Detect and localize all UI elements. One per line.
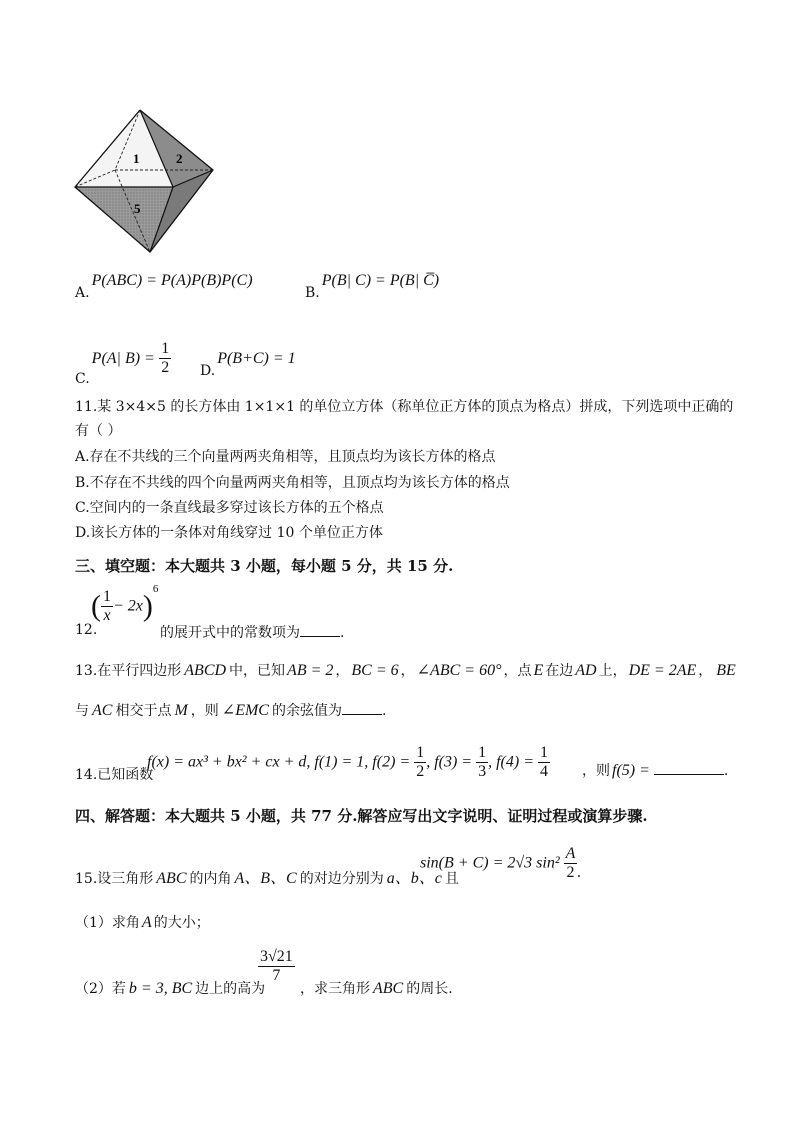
q11-option-a: A.存在不共线的三个向量两两夹角相等，且顶点均为该长方体的格点	[75, 449, 496, 465]
face-label-2: 2	[176, 151, 183, 166]
q14-answer-blank	[654, 774, 724, 775]
q10-option-c-fraction: $\frac{1}{2}$	[161, 340, 170, 376]
q11-stem-line2: 有（ ）	[75, 423, 122, 439]
q15-sub1: （1）求角 A 的大小；	[75, 914, 210, 931]
q15-equation: sin(B + C) = 2√3 sin² $\frac{A}{2}$ .	[420, 845, 582, 881]
q10-option-b-label: B.	[305, 285, 320, 301]
q10-option-c-expr: P(A| B) =	[91, 349, 155, 367]
q10-option-d	[200, 350, 296, 379]
section-3-title: 三、填空题：本大题共 3 小题，每小题 5 分，共 15 分.	[75, 557, 454, 575]
q11-option-d: D.该长方体的一条体对角线穿过 10 个单位正方体	[75, 525, 383, 541]
q12-expression: ( $\frac{1}{x}$ − 2x)$^6$	[91, 582, 159, 624]
q13-line2: 与 AC 相交于点 M ，则 ∠EMC 的余弦值为 .	[75, 702, 387, 719]
q12-number: 12.	[75, 622, 98, 638]
q14-prefix: 14.已知函数	[75, 767, 154, 783]
q10-option-d-expr: P(B+C) = 1	[217, 350, 296, 367]
face-label-5: 5	[134, 201, 141, 216]
q13-line1: 13.在平行四边形 ABCD 中，已知 AB = 2 ， BC = 6 ， ∠ABC = 60° ，点 E 在边 AD 上， DE = 2AE ， BE	[75, 662, 736, 679]
q15-height-fraction: $\frac{3√21}{7}$	[260, 948, 293, 984]
q14-then: ，则 f(5) = .	[582, 762, 729, 779]
q14-expression: f(x) = ax³ + bx² + cx + d, f(1) = 1, f(2) = $\frac{1}{2}$ , f(3) = $\frac{1}{3}$ , f(4) = $\frac{1}{4}$	[147, 744, 548, 780]
q10-option-d-label: D.	[200, 363, 216, 379]
q10-option-b-expr: P(B| C) = P(B| C̅)	[321, 272, 440, 289]
face-label-1: 1	[133, 151, 140, 166]
q11-stem-line1: 11.某 3×4×5 的长方体由 1×1×1 的单位立方体（称单位正方体的顶点为格点）拼成，下列选项中正确的	[75, 399, 734, 415]
q11-option-c: C.空间内的一条直线最多穿过该长方体的五个格点	[75, 500, 384, 516]
q10-option-a-label: A.	[75, 285, 90, 301]
q10-option-b	[305, 272, 440, 301]
q10-option-c	[75, 340, 171, 387]
section-4-title: 四、解答题：本大题共 5 小题，共 77 分.解答应写出文字说明、证明过程或演算步骤.	[75, 807, 648, 825]
q10-option-a	[75, 272, 253, 301]
q12-text: 的展开式中的常数项为 .	[160, 625, 345, 641]
q10-option-a-expr: P(ABC) = P(A)P(B)P(C)	[91, 272, 253, 289]
q11-option-b: B.不存在不共线的四个向量两两夹角相等，且顶点均为该长方体的格点	[75, 475, 510, 491]
q13-answer-blank	[342, 714, 382, 715]
q10-option-c-label: C.	[75, 370, 90, 387]
octahedron-figure	[70, 105, 220, 255]
q12-answer-blank	[300, 636, 340, 637]
